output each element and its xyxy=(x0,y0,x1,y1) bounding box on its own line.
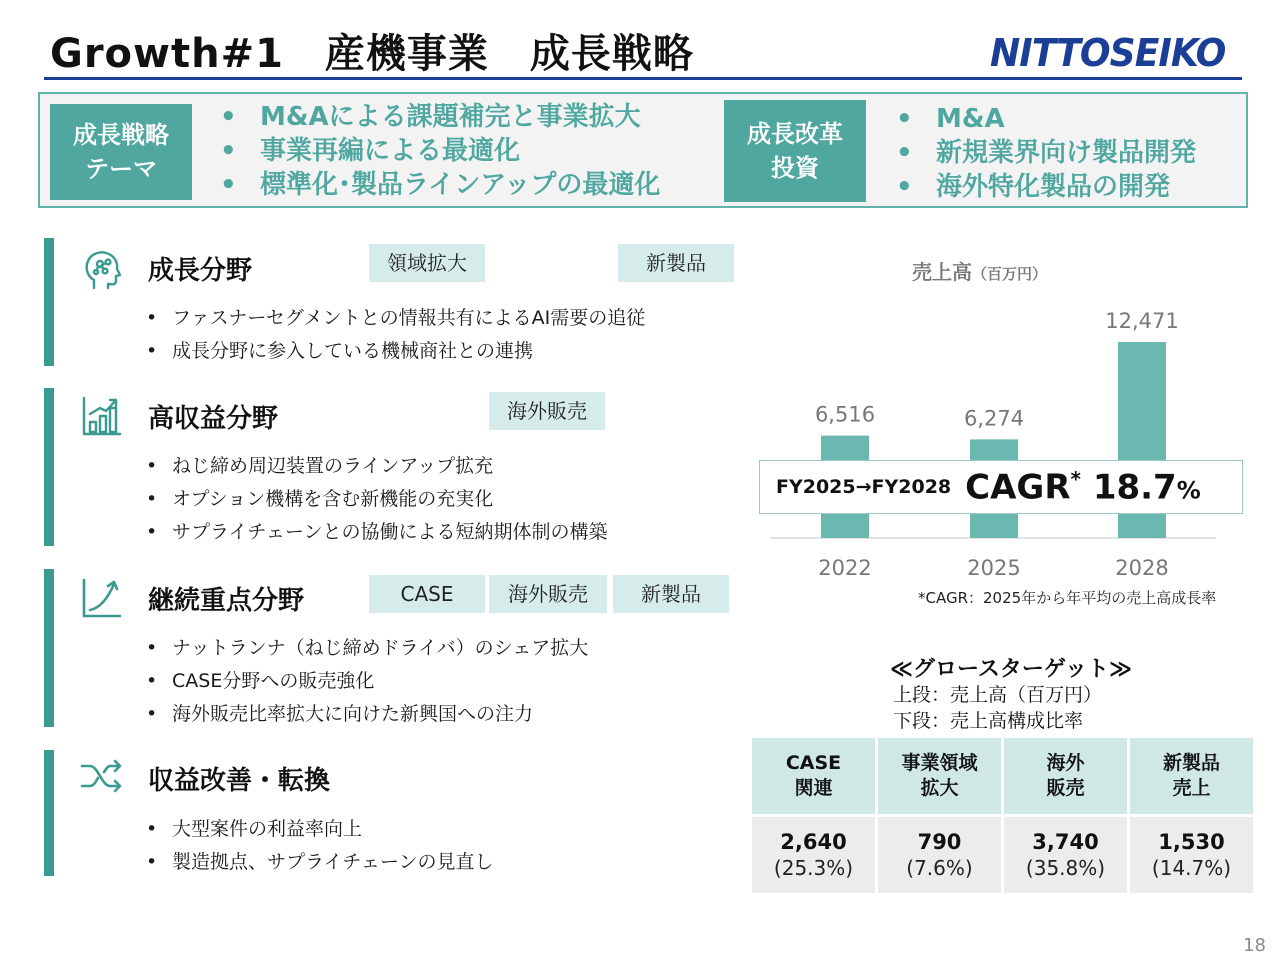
brain-head-icon xyxy=(80,248,124,292)
table-header-row xyxy=(752,738,1253,814)
section-title: 高収益分野 xyxy=(148,404,279,434)
theme-tag-line: テーマ xyxy=(85,155,157,183)
trend-arrow-icon xyxy=(80,576,124,620)
sales-bar-chart xyxy=(760,290,1240,590)
column-header-new-product: 新製品 売上 xyxy=(1130,738,1253,814)
chart-unit: （百万円） xyxy=(972,265,1048,283)
table-cell: 3,740 (35.8%) xyxy=(1004,817,1127,893)
x-tick-label: 2022 xyxy=(818,556,872,580)
x-tick-label: 2025 xyxy=(967,556,1021,580)
section-bullet: • オプション機構を含む新機能の充実化 xyxy=(146,488,494,510)
data-label: 6,274 xyxy=(963,406,1025,431)
section-bullet: • 成長分野に参入している機械商社との連携 xyxy=(146,340,534,362)
chip-new-product: 新製品 xyxy=(613,575,729,613)
theme-list xyxy=(220,100,660,202)
chip-overseas-sales: 海外販売 xyxy=(489,575,607,613)
shuffle-icon xyxy=(80,754,124,798)
section-accent-bar xyxy=(44,750,54,876)
section-title: 成長分野 xyxy=(148,256,253,286)
section-bullet: • ねじ締め周辺装置のラインアップ拡充 xyxy=(146,455,494,477)
chip-area-expansion: 領域拡大 xyxy=(369,244,485,282)
growth-target-heading: ≪グロースターゲット≫ xyxy=(890,657,1133,682)
section-title: 継続重点分野 xyxy=(148,586,305,616)
chip-overseas-sales: 海外販売 xyxy=(489,392,605,430)
section-bullet: • ナットランナ（ねじ締めドライバ）のシェア拡大 xyxy=(146,637,589,659)
theme-item: • 事業再編による最適化 xyxy=(220,136,521,166)
bar-chart-growth-icon xyxy=(80,394,124,438)
column-header-case: CASE 関連 xyxy=(752,738,875,814)
table-cell: 1,530 (14.7%) xyxy=(1130,817,1253,893)
title-divider xyxy=(44,77,1242,80)
cagr-label: CAGR* 18.7% xyxy=(965,466,1201,508)
x-tick-label: 2028 xyxy=(1115,556,1169,580)
section-bullet: • CASE分野への販売強化 xyxy=(146,670,375,692)
growth-target-table xyxy=(749,735,1256,896)
strategy-banner xyxy=(38,92,1248,208)
cagr-callout xyxy=(759,460,1243,514)
investment-tag xyxy=(724,100,866,202)
section-bullet: • 大型案件の利益率向上 xyxy=(146,818,363,840)
cagr-period: FY2025→FY2028 xyxy=(776,476,952,498)
chart-title: 売上高（百万円） xyxy=(912,260,1048,284)
section-title: 収益改善・転換 xyxy=(148,766,331,796)
section-accent-bar xyxy=(44,569,54,727)
theme-tag xyxy=(50,104,192,200)
theme-item: • 標準化･製品ラインアップの最適化 xyxy=(220,170,661,200)
investment-item: • 海外特化製品の開発 xyxy=(896,172,1171,202)
section-bullet: • 製造拠点、サプライチェーンの見直し xyxy=(146,851,494,873)
chip-case: CASE xyxy=(369,575,485,613)
table-row xyxy=(752,817,1253,893)
theme-tag-line: 成長戦略 xyxy=(73,121,169,149)
column-header-business-expansion: 事業領域 拡大 xyxy=(878,738,1001,814)
page-title: Growth#1 産機事業 成長戦略 xyxy=(50,31,694,77)
theme-item: • M&Aによる課題補完と事業拡大 xyxy=(220,102,641,132)
data-label: 6,516 xyxy=(814,402,876,427)
table-cell: 2,640 (25.3%) xyxy=(752,817,875,893)
page-number: 18 xyxy=(1243,935,1266,956)
section-bullet: • 海外販売比率拡大に向けた新興国への注力 xyxy=(146,703,534,725)
investment-tag-line: 成長改革 xyxy=(747,120,843,148)
investment-tag-line: 投資 xyxy=(771,154,819,182)
section-accent-bar xyxy=(44,238,54,366)
growth-target-legend-bottom: 下段：売上高構成比率 xyxy=(893,710,1084,732)
section-bullet: • ファスナーセグメントとの情報共有によるAI需要の追従 xyxy=(146,307,646,329)
table-cell: 790 (7.6%) xyxy=(878,817,1001,893)
section-accent-bar xyxy=(44,388,54,546)
chip-new-product: 新製品 xyxy=(618,244,734,282)
investment-item: • M&A xyxy=(896,104,1005,134)
investment-item: • 新規業界向け製品開発 xyxy=(896,138,1197,168)
section-bullet: • サプライチェーンとの協働による短納期体制の構築 xyxy=(146,521,608,543)
company-logo: NITTOSEIKO xyxy=(990,31,1226,75)
cagr-value: 18.7 xyxy=(1092,467,1177,508)
cagr-footnote: *CAGR：2025年から年平均の売上高成長率 xyxy=(918,589,1217,607)
column-header-overseas: 海外 販売 xyxy=(1004,738,1127,814)
growth-target-legend-top: 上段：売上高（百万円） xyxy=(893,684,1103,706)
investment-list xyxy=(896,102,1196,204)
data-label: 12,471 xyxy=(1105,309,1179,333)
